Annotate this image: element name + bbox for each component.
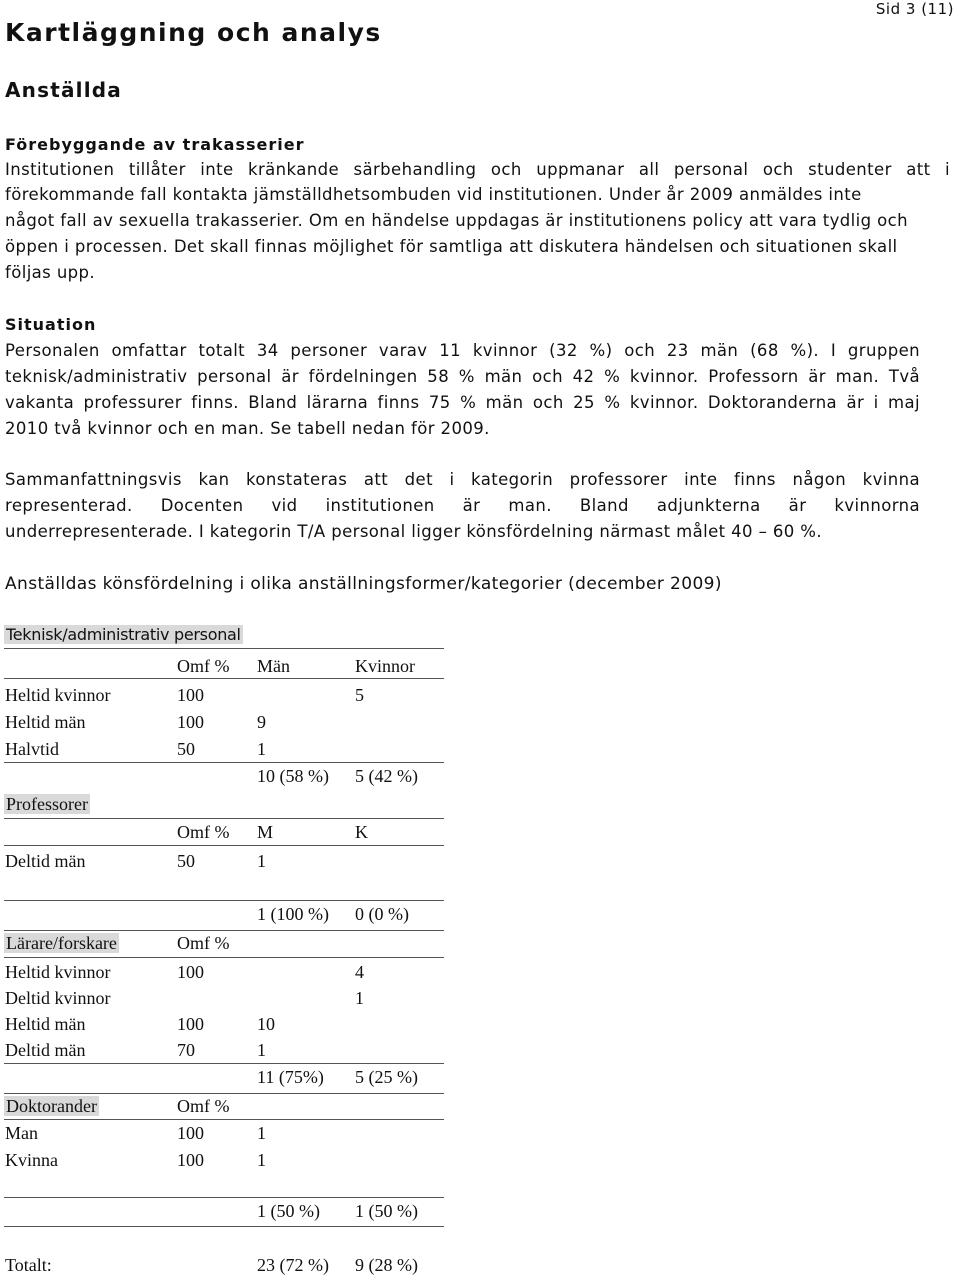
table-title: Anställdas könsfördelning i olika anställningsformer/kategorier (december 2009)	[5, 574, 722, 594]
total-men: 1 (50 %)	[257, 1201, 320, 1221]
grand-total-men: 23 (72 %)	[257, 1255, 329, 1275]
row-omf: 50	[177, 851, 195, 871]
page-number: Sid 3 (11)	[875, 0, 954, 18]
table-rule	[4, 1063, 444, 1064]
table-rule	[4, 762, 444, 763]
table-rule	[4, 1093, 444, 1094]
group-label-teach: Lärare/forskare	[6, 933, 117, 953]
row-omf: 70	[177, 1040, 195, 1060]
row-omf: 100	[177, 712, 204, 732]
total-men: 11 (75%)	[257, 1067, 324, 1087]
table-rule	[4, 930, 444, 931]
table-rule	[4, 1197, 444, 1198]
row-men: 9	[257, 712, 266, 732]
row-men: 1	[257, 1040, 266, 1060]
grand-total-women: 9 (28 %)	[355, 1255, 418, 1275]
row-omf: 100	[177, 685, 204, 705]
row-label: Man	[5, 1123, 38, 1143]
row-label: Kvinna	[5, 1150, 58, 1170]
prevention-line: förekommande fall kontakta jämställdhetsombuden vid institutionen. Under år 2009 anmäldes inte	[5, 185, 862, 204]
situation-line: teknisk/administrativ personal är fördelningen 58 % män och 42 % kvinnor. Professorn är man. Två	[5, 367, 920, 386]
col-header-omf: Omf %	[177, 822, 230, 842]
row-label: Deltid kvinnor	[5, 988, 111, 1008]
row-omf: 100	[177, 1150, 204, 1170]
total-men: 1 (100 %)	[257, 904, 329, 924]
col-header-men: Män	[257, 656, 290, 676]
row-men: 1	[257, 739, 266, 759]
total-women: 5 (25 %)	[355, 1067, 418, 1087]
total-women: 5 (42 %)	[355, 766, 418, 786]
row-omf: 50	[177, 739, 195, 759]
prevention-line: Institutionen tillåter inte kränkande särbehandling och uppmanar all personal och studenter att i	[5, 160, 950, 179]
row-label: Heltid kvinnor	[5, 962, 111, 982]
row-label: Halvtid	[5, 739, 59, 759]
row-men: 10	[257, 1014, 275, 1034]
row-label: Heltid kvinnor	[5, 685, 111, 705]
col-header-omf: Omf %	[177, 656, 230, 676]
table-rule	[4, 900, 444, 901]
situation-line: Personalen omfattar totalt 34 personer varav 11 kvinnor (32 %) och 23 män (68 %). I gruppen	[5, 341, 920, 360]
col-header-omf: Omf %	[177, 933, 230, 953]
row-women: 4	[355, 962, 364, 982]
summary-line: Sammanfattningsvis kan konstateras att det i kategorin professorer inte finns någon kvinna	[5, 470, 920, 489]
total-women: 0 (0 %)	[355, 904, 409, 924]
prevention-line: något fall av sexuella trakasserier. Om en händelse uppdagas är institutionens policy att vara tydlig och	[5, 211, 908, 230]
total-men: 10 (58 %)	[257, 766, 329, 786]
situation-line: vakanta professurer finns. Bland lärarna finns 75 % män och 25 % kvinnor. Doktoranderna är i maj	[5, 393, 920, 412]
total-women: 1 (50 %)	[355, 1201, 418, 1221]
prevention-line: följas upp.	[5, 263, 96, 282]
table-rule	[4, 1226, 444, 1227]
row-label: Deltid män	[5, 1040, 86, 1060]
row-omf: 100	[177, 1123, 204, 1143]
grand-total-label: Totalt:	[5, 1255, 52, 1275]
row-omf: 100	[177, 962, 204, 982]
row-men: 1	[257, 1150, 266, 1170]
group-label-ta: Teknisk/administrativ personal	[6, 625, 241, 644]
summary-line: underrepresenterade. I kategorin T/A personal ligger könsfördelning närmast målet 40 – 60 %.	[5, 522, 823, 541]
col-header-women: Kvinnor	[355, 656, 415, 676]
row-women: 5	[355, 685, 364, 705]
table-rule	[4, 648, 444, 649]
table-rule	[4, 678, 444, 679]
table-rule	[4, 957, 444, 958]
col-header-men: M	[257, 822, 274, 842]
group-label-prof: Professorer	[6, 794, 88, 814]
table-rule	[4, 845, 444, 846]
row-women: 1	[355, 988, 364, 1008]
document-title: Kartläggning och analys	[5, 18, 382, 47]
row-label: Heltid män	[5, 712, 86, 732]
row-men: 1	[257, 851, 266, 871]
row-men: 1	[257, 1123, 266, 1143]
col-header-women: K	[355, 822, 368, 842]
section-title: Anställda	[5, 78, 123, 102]
table-rule	[4, 1119, 444, 1120]
table-rule	[4, 818, 444, 819]
situation-line: 2010 två kvinnor och en man. Se tabell nedan för 2009.	[5, 419, 490, 438]
group-label-phd: Doktorander	[6, 1096, 97, 1116]
summary-line: representerad. Docenten vid institutionen är man. Bland adjunkterna är kvinnorna	[5, 496, 920, 515]
row-label: Heltid män	[5, 1014, 86, 1034]
row-label: Deltid män	[5, 851, 86, 871]
prevention-line: öppen i processen. Det skall finnas möjlighet för samtliga att diskutera händelsen och situationen skall	[5, 237, 898, 256]
row-omf: 100	[177, 1014, 204, 1034]
col-header-omf: Omf %	[177, 1096, 230, 1116]
situation-heading: Situation	[5, 315, 97, 334]
prevention-heading: Förebyggande av trakasserier	[5, 135, 305, 154]
